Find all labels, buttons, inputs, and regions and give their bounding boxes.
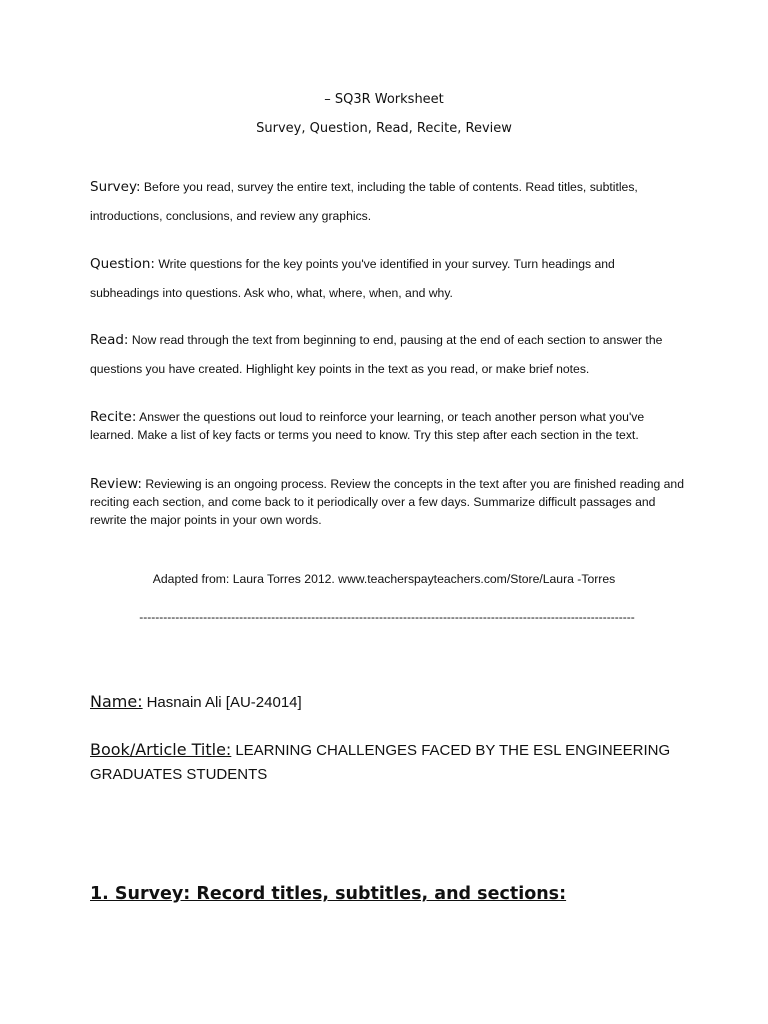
- worksheet-subtitle: Survey, Question, Read, Recite, Review: [256, 121, 512, 136]
- question-label: Question:: [90, 256, 155, 272]
- recite-text: Answer the questions out loud to reinforce your learning, or teach another person what you've learned. Make a list of key facts or terms you need to know. Try this step after each section in the text.: [90, 410, 645, 442]
- survey-section: [90, 173, 684, 231]
- recite-label: Recite:: [90, 409, 137, 425]
- recite-section: [90, 408, 684, 444]
- name-value: Hasnain Ali [AU-24014]: [146, 694, 302, 711]
- name-field: [90, 690, 690, 715]
- review-label: Review:: [90, 476, 142, 492]
- attribution-line: Adapted from: Laura Torres 2012. www.teacherspayteachers.com/Store/Laura -Torres: [152, 572, 616, 586]
- survey-step-heading: 1. Survey: Record titles, subtitles, and sections:: [90, 884, 567, 904]
- review-section: [90, 475, 684, 529]
- read-text: Now read through the text from beginning to end, pausing at the end of each section to answer the questions you have created. Highlight key points in the text as you read, or make brief notes.: [90, 333, 663, 376]
- review-text: Reviewing is an ongoing process. Review the concepts in the text after you are finished reading and reciting each section, and come back to it periodically over a few days. Summarize difficult passages and rewrite the major points in your own words.: [90, 477, 684, 527]
- question-text: Write questions for the key points you've identified in your survey. Turn headings and subheadings into questions. Ask who, what, where, when, and why.: [90, 257, 615, 300]
- survey-text: Before you read, survey the entire text, including the table of contents. Read titles, subtitles, introductions, conclusions, and review any graphics.: [90, 180, 638, 223]
- book-title-label: Book/Article Title:: [90, 740, 232, 759]
- worksheet-title: – SQ3R Worksheet: [324, 92, 444, 107]
- name-label: Name:: [90, 692, 143, 711]
- book-title-value: LEARNING CHALLENGES FACED BY THE ESL ENGINEERING GRADUATES STUDENTS: [90, 742, 671, 783]
- question-section: [90, 250, 684, 308]
- read-label: Read:: [90, 332, 129, 348]
- dashed-divider: ----------------------------------------------------------------------------------------------------------------------------: [139, 610, 635, 624]
- read-section: [90, 326, 684, 384]
- survey-label: Survey:: [90, 179, 141, 195]
- book-title-field: [90, 738, 690, 787]
